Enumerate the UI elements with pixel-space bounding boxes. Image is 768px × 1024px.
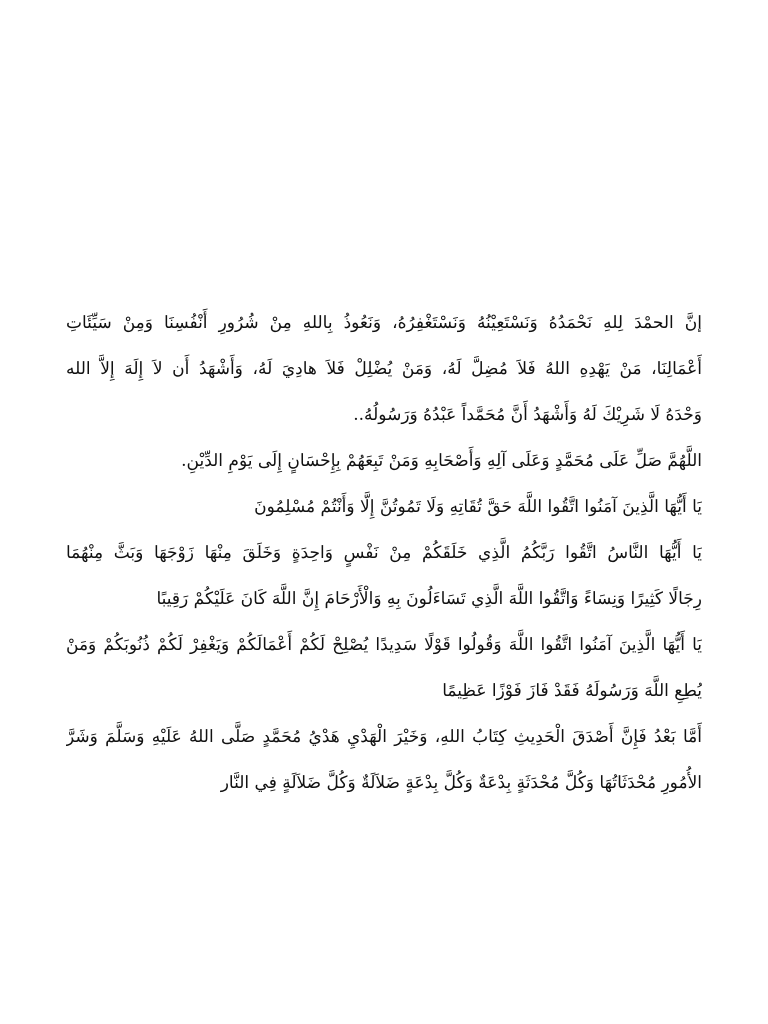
- text-line-11: الأُمُورِ مُحْدَثَاتُهَا وَكُلَّ مُحْدَثَةٍ بِدْعَةٌ وَكُلَّ بِدْعَةٍ ضَلاَلَةٌ وَكُلَّ ضَلاَلَةٍ فِي النَّار: [220, 773, 702, 793]
- text-line-7: رِجَالًا كَثِيرًا وَنِسَاءً وَاتَّقُوا اللَّهَ الَّذِي تَسَاءَلُونَ بِهِ وَالْأَرْحَامَ إِنَّ اللَّهَ كَانَ عَلَيْكُمْ رَقِيبًا: [156, 589, 702, 609]
- sermon-text-block: [66, 300, 702, 806]
- text-line-1: إنَّ الحمْدَ لِلهِ نَحْمَدُهُ وَنَسْتَعِيْنُهُ وَنَسْتَغْفِرُهُ، وَنَعُوذُ بِاللهِ مِنْ شُرُورِ أَنْفُسِنَا وَمِنْ سَيِّئَاتِ: [66, 313, 702, 333]
- text-line-2: أَعْمَالِنَا، مَنْ يَهْدِهِ اللهُ فَلاَ مُضِلَّ لَهُ، وَمَنْ يُضْلِلْ فَلاَ هادِيَ لَهُ، وَأَشْهَدُ أَن لاَ إِلَهَ إِلاَّ الله: [66, 359, 702, 379]
- text-line-10: أَمَّا بَعْدُ فَإِنَّ أَصْدَقَ الْحَدِيثِ كِتَابُ اللهِ، وَخَيْرَ الْهَدْيِ هَدْيُ مُحَمَّدٍ صَلَّى اللهُ عَلَيْهِ وَسَلَّمَ وَشَرَّ: [66, 727, 702, 747]
- text-line-3: وَحْدَهُ لَا شَرِيْكَ لَهُ وَأَشْهَدُ أَنَّ مُحَمَّداً عَبْدُهُ وَرَسُولُهُ..: [353, 405, 702, 425]
- text-line-5: يَا أَيُّهَا الَّذِينَ آمَنُوا اتَّقُوا اللَّهَ حَقَّ تُقَاتِهِ وَلَا تَمُوتُنَّ إِلَّا وَأَنْتُمْ مُسْلِمُونَ: [254, 497, 702, 517]
- text-line-9: يُطِعِ اللَّهَ وَرَسُولَهُ فَقَدْ فَازَ فَوْزًا عَظِيمًا: [442, 681, 702, 701]
- text-line-4: اللَّهُمَّ صَلِّ عَلَى مُحَمَّدٍ وَعَلَى آلِهِ وَأَصْحَابِهِ وَمَنْ تَبِعَهُمْ بِإِحْسَانٍ إِلَى يَوْمِ الدِّيْنِ.: [181, 451, 702, 471]
- text-line-6: يَا أَيُّهَا النَّاسُ اتَّقُوا رَبَّكُمُ الَّذِي خَلَقَكُمْ مِنْ نَفْسٍ وَاحِدَةٍ وَخَلَقَ مِنْهَا زَوْجَهَا وَبَثَّ مِنْهُمَا: [66, 543, 702, 563]
- text-line-8: يَا أَيُّهَا الَّذِينَ آمَنُوا اتَّقُوا اللَّهَ وَقُولُوا قَوْلًا سَدِيدًا يُصْلِحْ لَكُمْ أَعْمَالَكُمْ وَيَغْفِرْ لَكُمْ ذُنُوبَكُمْ وَمَنْ: [66, 635, 702, 655]
